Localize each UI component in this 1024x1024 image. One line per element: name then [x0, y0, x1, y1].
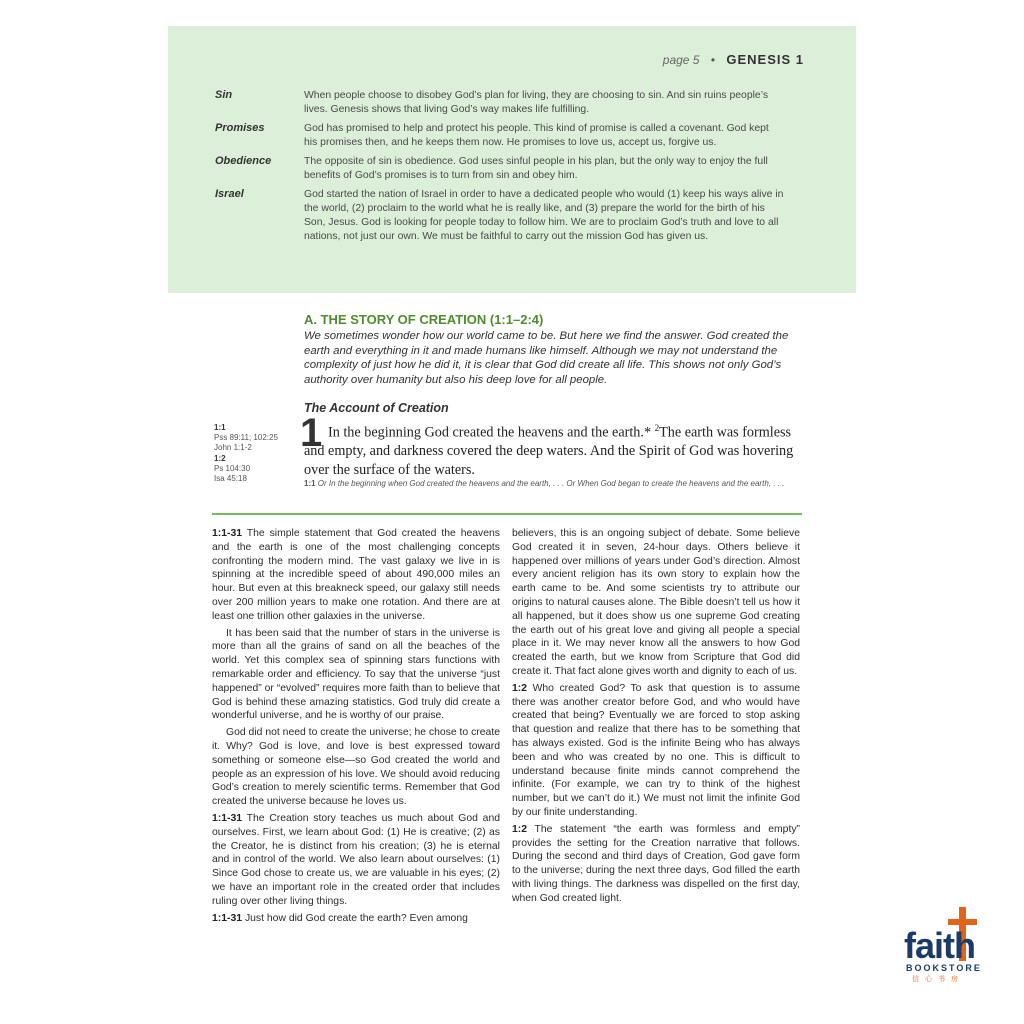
term-name: Obedience: [215, 155, 272, 167]
study-note: [512, 823, 800, 906]
footnote-text: Or In the beginning when God created the heavens and the earth, . . . Or When God began to create the heavens and the earth, . . .: [317, 479, 785, 488]
study-note: [512, 682, 800, 820]
verse-number: 2: [654, 423, 660, 433]
term-row: [215, 122, 815, 150]
note-ref: 1:1-31: [212, 912, 243, 924]
footnote-ref: 1:1: [304, 479, 316, 488]
xref-line: Isa 45:18: [214, 473, 247, 483]
note-ref: 1:1-31: [212, 812, 243, 824]
logo-word: faith: [904, 925, 975, 966]
note-text: God did not need to create the universe; he chose to create it. Why? God is love, and love is best expressed toward something or someone else—so God created the world and people as an expression of his love. We should avoid reducing God’s creation to merely scientific terms. Remember that God created the universe because he loves us.: [212, 727, 500, 808]
note-text: It has been said that the number of stars in the universe is more than all the grains of sand on all the beaches of the world. Yet this complex sea of spinning stars functions with remarkable order and efficiency. To say that the universe “just happened” or “evolved” requires more faith than to believe that God is behind these amazing statistics. God truly did create a wonderful universe, and he is worthy of our praise.: [212, 627, 500, 722]
divider: [212, 513, 802, 515]
term-row: [215, 155, 815, 183]
chapter-number: 1: [300, 411, 323, 455]
study-notes-left: [212, 527, 500, 928]
term-name: Sin: [215, 89, 233, 101]
faith-bookstore-logo: [902, 905, 1002, 985]
verse-2: The earth was formless and empty, and darkness covered the deep waters. And the Spirit of God was hovering over the surface of the waters.: [304, 424, 794, 478]
term-definition: God started the nation of Israel in order to have a dedicated people who would (1) keep his ways alive in the world, (2) proclaim to the world what he is really like, and (3) prepare the world for the birth of his Son, Jesus. God is looking for people today to follow him. We are to proclaim God’s truth and love to all nations, not just our own. We must be faithful to carry out the mission God has given us.: [304, 189, 784, 242]
study-note: [512, 527, 800, 679]
note-text: Who created God? To ask that question is to assume there was another creator before God, and who would have created that being? Eventually we are forced to stop asking that question and realize that there has to be something that has always existed. God is the infinite Being who has always been and who was created by no one. This is difficult to understand because finite minds cannot comprehend the infinite. (For example, we can try to think of the highest number, but we can’t do it.) We must not limit the infinite God by our finite understanding.: [512, 682, 801, 818]
term-definition: The opposite of sin is obedience. God uses sinful people in his plan, but the only way to enjoy the full benefits of God’s promises is to turn from sin and obey him.: [304, 156, 768, 181]
note-text: The simple statement that God created the heavens and the earth is one of the most challenging concepts confronting the modern mind. The vast galaxy we live in is spinning at the incredible speed of about 490,000 miles an hour. But even at this breakneck speed, our galaxy still needs over 200 million years to make one rotation. And there are at least one trillion other galaxies in the universe.: [212, 528, 500, 622]
subheading: The Account of Creation: [304, 401, 449, 415]
logo-subtitle: BOOKSTORE: [906, 963, 982, 973]
logo-chinese: 信心书房: [912, 976, 964, 983]
study-note: [212, 726, 500, 809]
study-note: [212, 527, 500, 624]
note-ref: 1:1-31: [212, 528, 243, 539]
key-terms-list: [215, 89, 815, 249]
term-definition: God has promised to help and protect his people. This kind of promise is called a covenant. God kept his promises then, and he keeps them now. He promises to love us, accept us, forgive us.: [304, 123, 769, 148]
note-ref: 1:2: [512, 682, 528, 694]
xref-verse: 1:1: [214, 423, 226, 432]
running-header: [663, 52, 804, 67]
term-row: [215, 89, 815, 117]
cross-references: [214, 423, 299, 484]
book-title: GENESIS 1: [726, 52, 804, 67]
study-note: [212, 912, 500, 926]
topics-panel: [168, 26, 856, 293]
page-number: page 5: [662, 53, 700, 67]
note-text: The statement “the earth was formless and empty” provides the setting for the Creation narrative that follows. During the second and third days of Creation, God gave form to the universe; during the next three days, God filled the earth with living things. The darkness was dispelled on the first day, when God created light.: [512, 823, 801, 904]
scripture-text: [304, 419, 804, 479]
study-note: [212, 627, 500, 724]
xref-line: John 1:1-2: [214, 442, 252, 452]
xref-line: Ps 104:30: [214, 464, 251, 474]
note-text: The Creation story teaches us much about God and ourselves. First, we learn about God: (1) He is creative; (2) as the Creator, he is distinct from his creation; (3) he is eternal and in control of the world. We also learn about ourselves: (1) Since God chose to create us, we are valuable in his eyes; (2) we have an important role in the created order that includes ruling over other living things.: [212, 812, 500, 907]
header-dot: •: [710, 53, 716, 67]
note-ref: 1:2: [512, 823, 528, 835]
note-text: Just how did God create the earth? Even among: [244, 912, 468, 924]
note-text: believers, this is an ongoing subject of debate. Some believe God created it in seven, 24-hour days. Others believe it happened over millions of years under God’s direction. Almost every ancient religion has its own story to explain how the earth came to be. And some scientists try to attribute our origins to natural causes alone. The Bible doesn’t tell us how it all happened, but it does show us one supreme God creating the earth out of his great love and giving all people a special place in it. We may never know all the answers to how God created the earth, but we know from Scripture that God did create it. That fact alone gives worth and dignity to each of us.: [512, 528, 800, 677]
term-name: Promises: [215, 122, 265, 134]
study-notes-right: [512, 527, 800, 909]
xref-verse: 1:2: [214, 454, 226, 464]
term-definition: When people choose to disobey God’s plan for living, they are choosing to sin. And sin ruins people’s lives. Genesis shows that living God’s way makes life fulfilling.: [304, 90, 769, 115]
term-row: [215, 188, 815, 244]
section-intro: We sometimes wonder how our world came to be. But here we find the answer. God created the earth and everything in it and made humans like himself. Although we may not understand the complexity of just how he did it, it is clear that God did create all life. This shows not only God’s authority over humanity but also his deep love for all people.: [304, 330, 789, 386]
study-note: [212, 812, 500, 909]
term-name: Israel: [215, 188, 244, 200]
verse-1: In the beginning God created the heavens and the earth.*: [328, 424, 652, 441]
xref-line: Pss 89:11; 102:25: [214, 432, 278, 442]
section-title: A. THE STORY OF CREATION (1:1–2:4): [304, 312, 544, 327]
footnote: [304, 479, 804, 489]
